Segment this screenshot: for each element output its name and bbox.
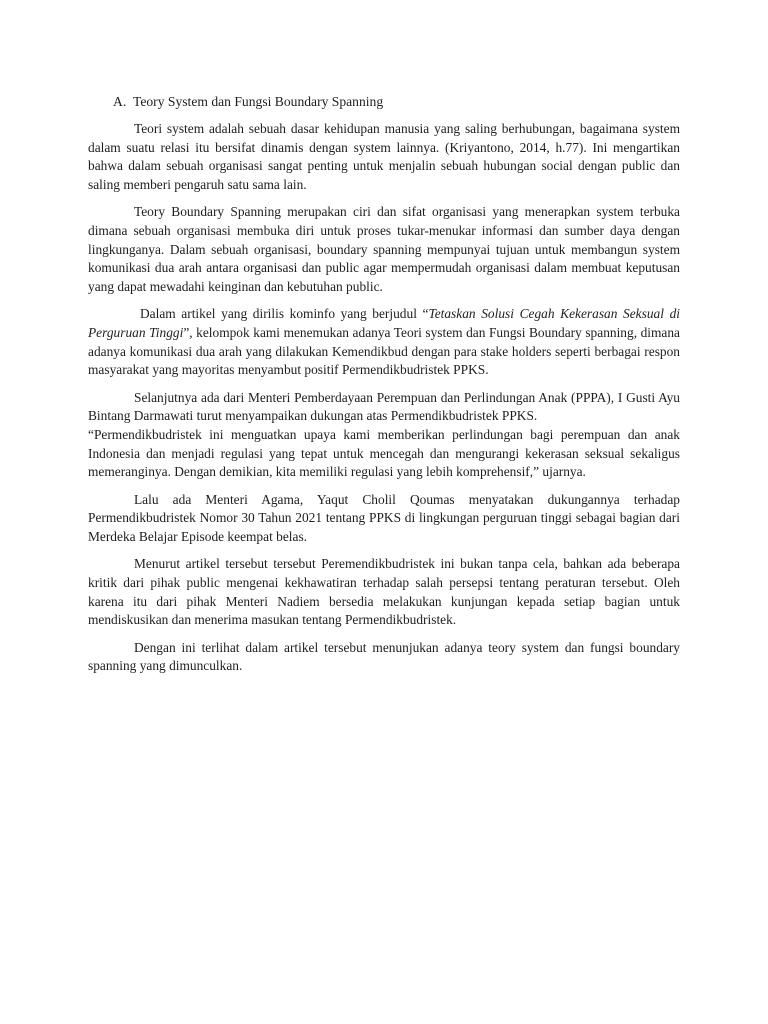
paragraph-pppa-intro: Selanjutnya ada dari Menteri Pemberdayaan Perempuan dan Perlindungan Anak (PPPA), I Gusti Ayu Bintang Darmawati turut menyampaikan dukungan atas Permendikbudristek PPKS. bbox=[88, 389, 680, 424]
paragraph-kominfo-body: ”, kelompok kami menemukan adanya Teori system dan Fungsi Boundary spanning, dimana adanya komunikasi dua arah yang dilakukan Kemendikbud dengan para stake holders seperti berbagai respon masyarakat yang mayoritas menyambut positif Permendikbudristek PPKS. bbox=[88, 324, 681, 378]
paragraph-kominfo-article bbox=[88, 305, 680, 379]
minister-quote: “Permendikbudristek ini menguatkan upaya kami memberikan perlindungan bagi perempuan dan anak Indonesia dan menjadi regulasi yang tepat untuk mencegah dan mengurangi kekerasan seksual sekaligus memeranginya. Dengan demikian, kita memiliki regulasi yang lebih komprehensif,” ujarnya. bbox=[88, 426, 680, 480]
document-body bbox=[88, 92, 680, 685]
section-heading bbox=[113, 92, 680, 111]
paragraph-criticism: Menurut artikel tersebut tersebut Peremendikbudristek ini bukan tanpa cela, bahkan ada beberapa kritik dari pihak public mengenai kekhawatiran terhadap salah persepsi tentang peraturan tersebut. Oleh karena itu dari pihak Menteri Nadiem bersedia melakukan kunjungan kepada setiap bagian untuk mendiskusikan dan menerima masukan tentang Permendikbudristek. bbox=[88, 556, 680, 628]
paragraph-religion-minister: Lalu ada Menteri Agama, Yaqut Cholil Qoumas menyatakan dukungannya terhadap Permendikbudristek Nomor 30 Tahun 2021 tentang PPKS di lingkungan perguruan tinggi sebagai bagian dari Merdeka Belajar Episode keempat belas. bbox=[88, 491, 680, 544]
section-marker: A. bbox=[113, 94, 127, 109]
paragraph-conclusion: Dengan ini terlihat dalam artikel tersebut menunjukan adanya teory system dan fungsi boundary spanning yang dimunculkan. bbox=[88, 639, 680, 674]
paragraph-kominfo-intro: Dalam artikel yang dirilis kominfo yang berjudul “ bbox=[140, 306, 429, 322]
paragraph-system-theory: Teori system adalah sebuah dasar kehidupan manusia yang saling berhubungan, bagaimana system dalam suatu relasi itu bersifat dinamis dengan system lainnya. (Kriyantono, 2014, h.77). Ini mengartikan bahwa dalam sebuah organisasi sangat penting untuk menjalin sebuah hubungan social dengan public dan saling memberi pengaruh satu sama lain. bbox=[88, 121, 680, 192]
paragraph-boundary-spanning: Teory Boundary Spanning merupakan ciri dan sifat organisasi yang menerapkan system terbuka dimana sebuah organisasi membuka diri untuk proses tukar-menukar informasi dan sumber daya dengan lingkunganya. Dalam sebuah organisasi, boundary spanning mempunyai tujuan untuk membangun system komunikasi dua arah antara organisasi dan public agar mempermudah organisasi dalam membuat keputusan yang dapat mewadahi keinginan dan kebutuhan public. bbox=[88, 204, 680, 294]
paragraph-pppa-minister bbox=[88, 389, 680, 482]
article-title: Tetaskan Solusi Cegah Kekerasan Seksual di Perguruan Tinggi bbox=[88, 306, 680, 340]
section-title: Teory System dan Fungsi Boundary Spanning bbox=[133, 94, 384, 109]
